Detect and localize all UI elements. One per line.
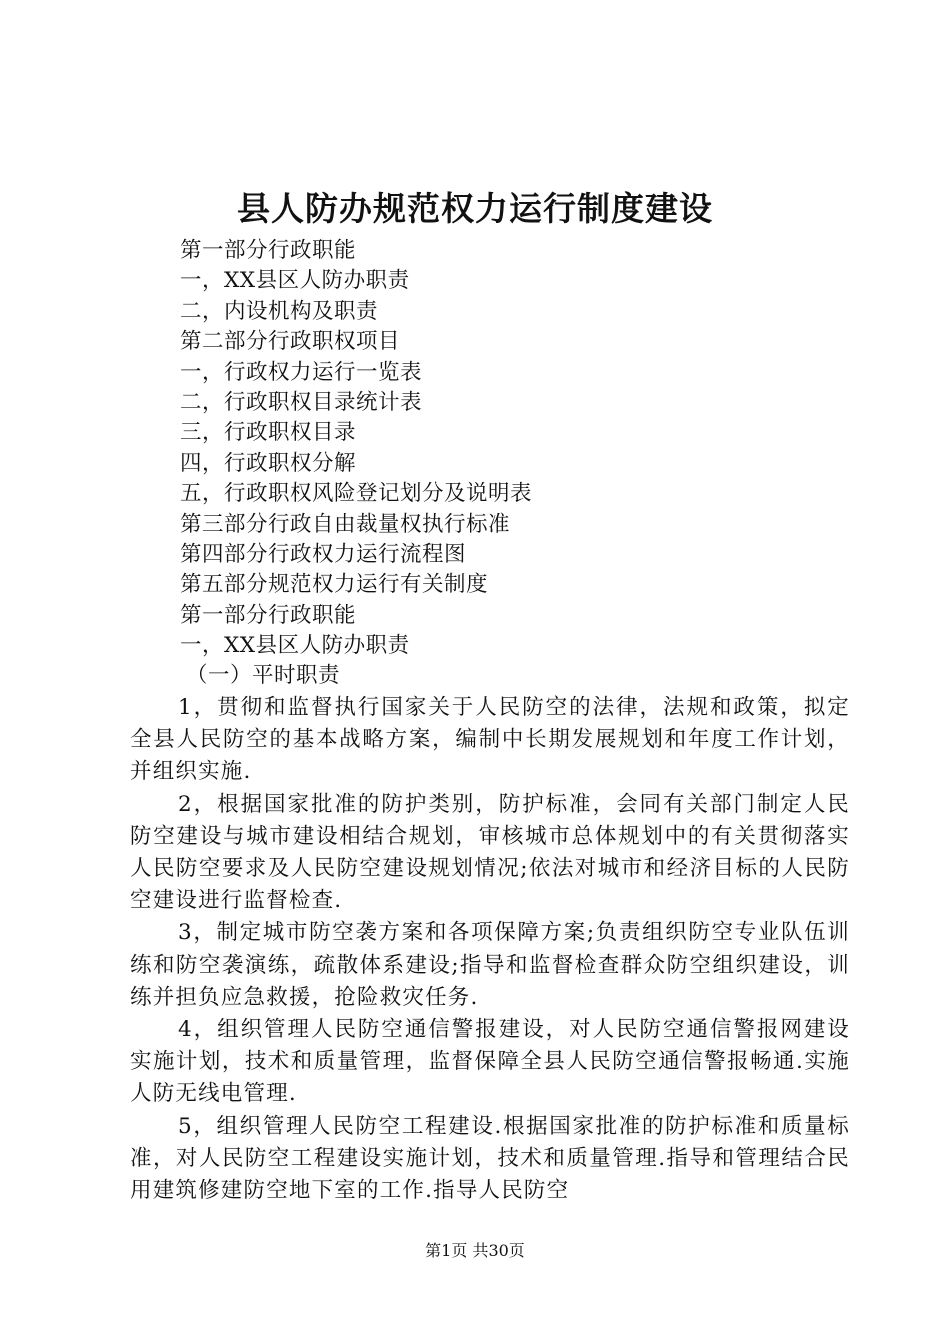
document-title: 县人防办规范权力运行制度建设 [237,189,713,228]
paragraph: 2，根据国家批准的防护类别，防护标准，会同有关部门制定人民防空建设与城市建设相结合规划，审核城市总体规划中的有关贯彻落实人民防空要求及人民防空建设规划情况;依法对城市和经济目标的人民防空建设进行监督检查. [130,791,850,914]
toc-line: 四，行政职权分解 [180,450,357,476]
paragraph: 5，组织管理人民防空工程建设.根据国家批准的防护标准和质量标准，对人民防空工程建设实施计划，技术和质量管理.指导和管理结合民用建筑修建防空地下室的工作.指导人民防空 [130,1113,850,1204]
toc-line: 一，XX县区人防办职责 [180,268,410,294]
paragraph: 1，贯彻和监督执行国家关于人民防空的法律，法规和政策，拟定全县人民防空的基本战略方案，编制中长期发展规划和年度工作计划，并组织实施. [130,695,850,785]
toc-line: 二，内设机构及职责 [180,298,379,324]
toc-line: 第五部分规范权力运行有关制度 [180,572,489,598]
subsection-heading: （一）平时职责 [186,663,341,689]
toc-line: 五，行政职权风险登记划分及说明表 [180,481,533,507]
toc-line: 第一部分行政职能 [180,238,357,263]
paragraph: 4，组织管理人民防空通信警报建设，对人民防空通信警报网建设实施计划，技术和质量管理，监督保障全县人民防空通信警报畅通.实施人防无线电管理. [130,1017,850,1107]
page-number-footer: 第1页 共30页 [425,1241,525,1260]
body-text [130,692,850,1207]
paragraph: 3，制定城市防空袭方案和各项保障方案;负责组织防空专业队伍训练和防空袭演练，疏散体系建设;指导和监督检查群众防空组织建设，训练并担负应急救援，抢险救灾任务. [130,920,850,1010]
toc-line: 二，行政职权目录统计表 [180,389,423,415]
table-of-contents [180,236,880,692]
section-heading: 第一部分行政职能 [180,602,357,628]
subsection-heading: 一，XX县区人防办职责 [180,633,410,659]
toc-line: 第三部分行政自由裁量权执行标准 [180,511,511,537]
toc-line: 第四部分行政权力运行流程图 [180,541,467,567]
toc-line: 第二部分行政职权项目 [180,329,401,355]
toc-line: 三，行政职权目录 [180,420,357,446]
toc-line: 一，行政权力运行一览表 [180,359,423,385]
